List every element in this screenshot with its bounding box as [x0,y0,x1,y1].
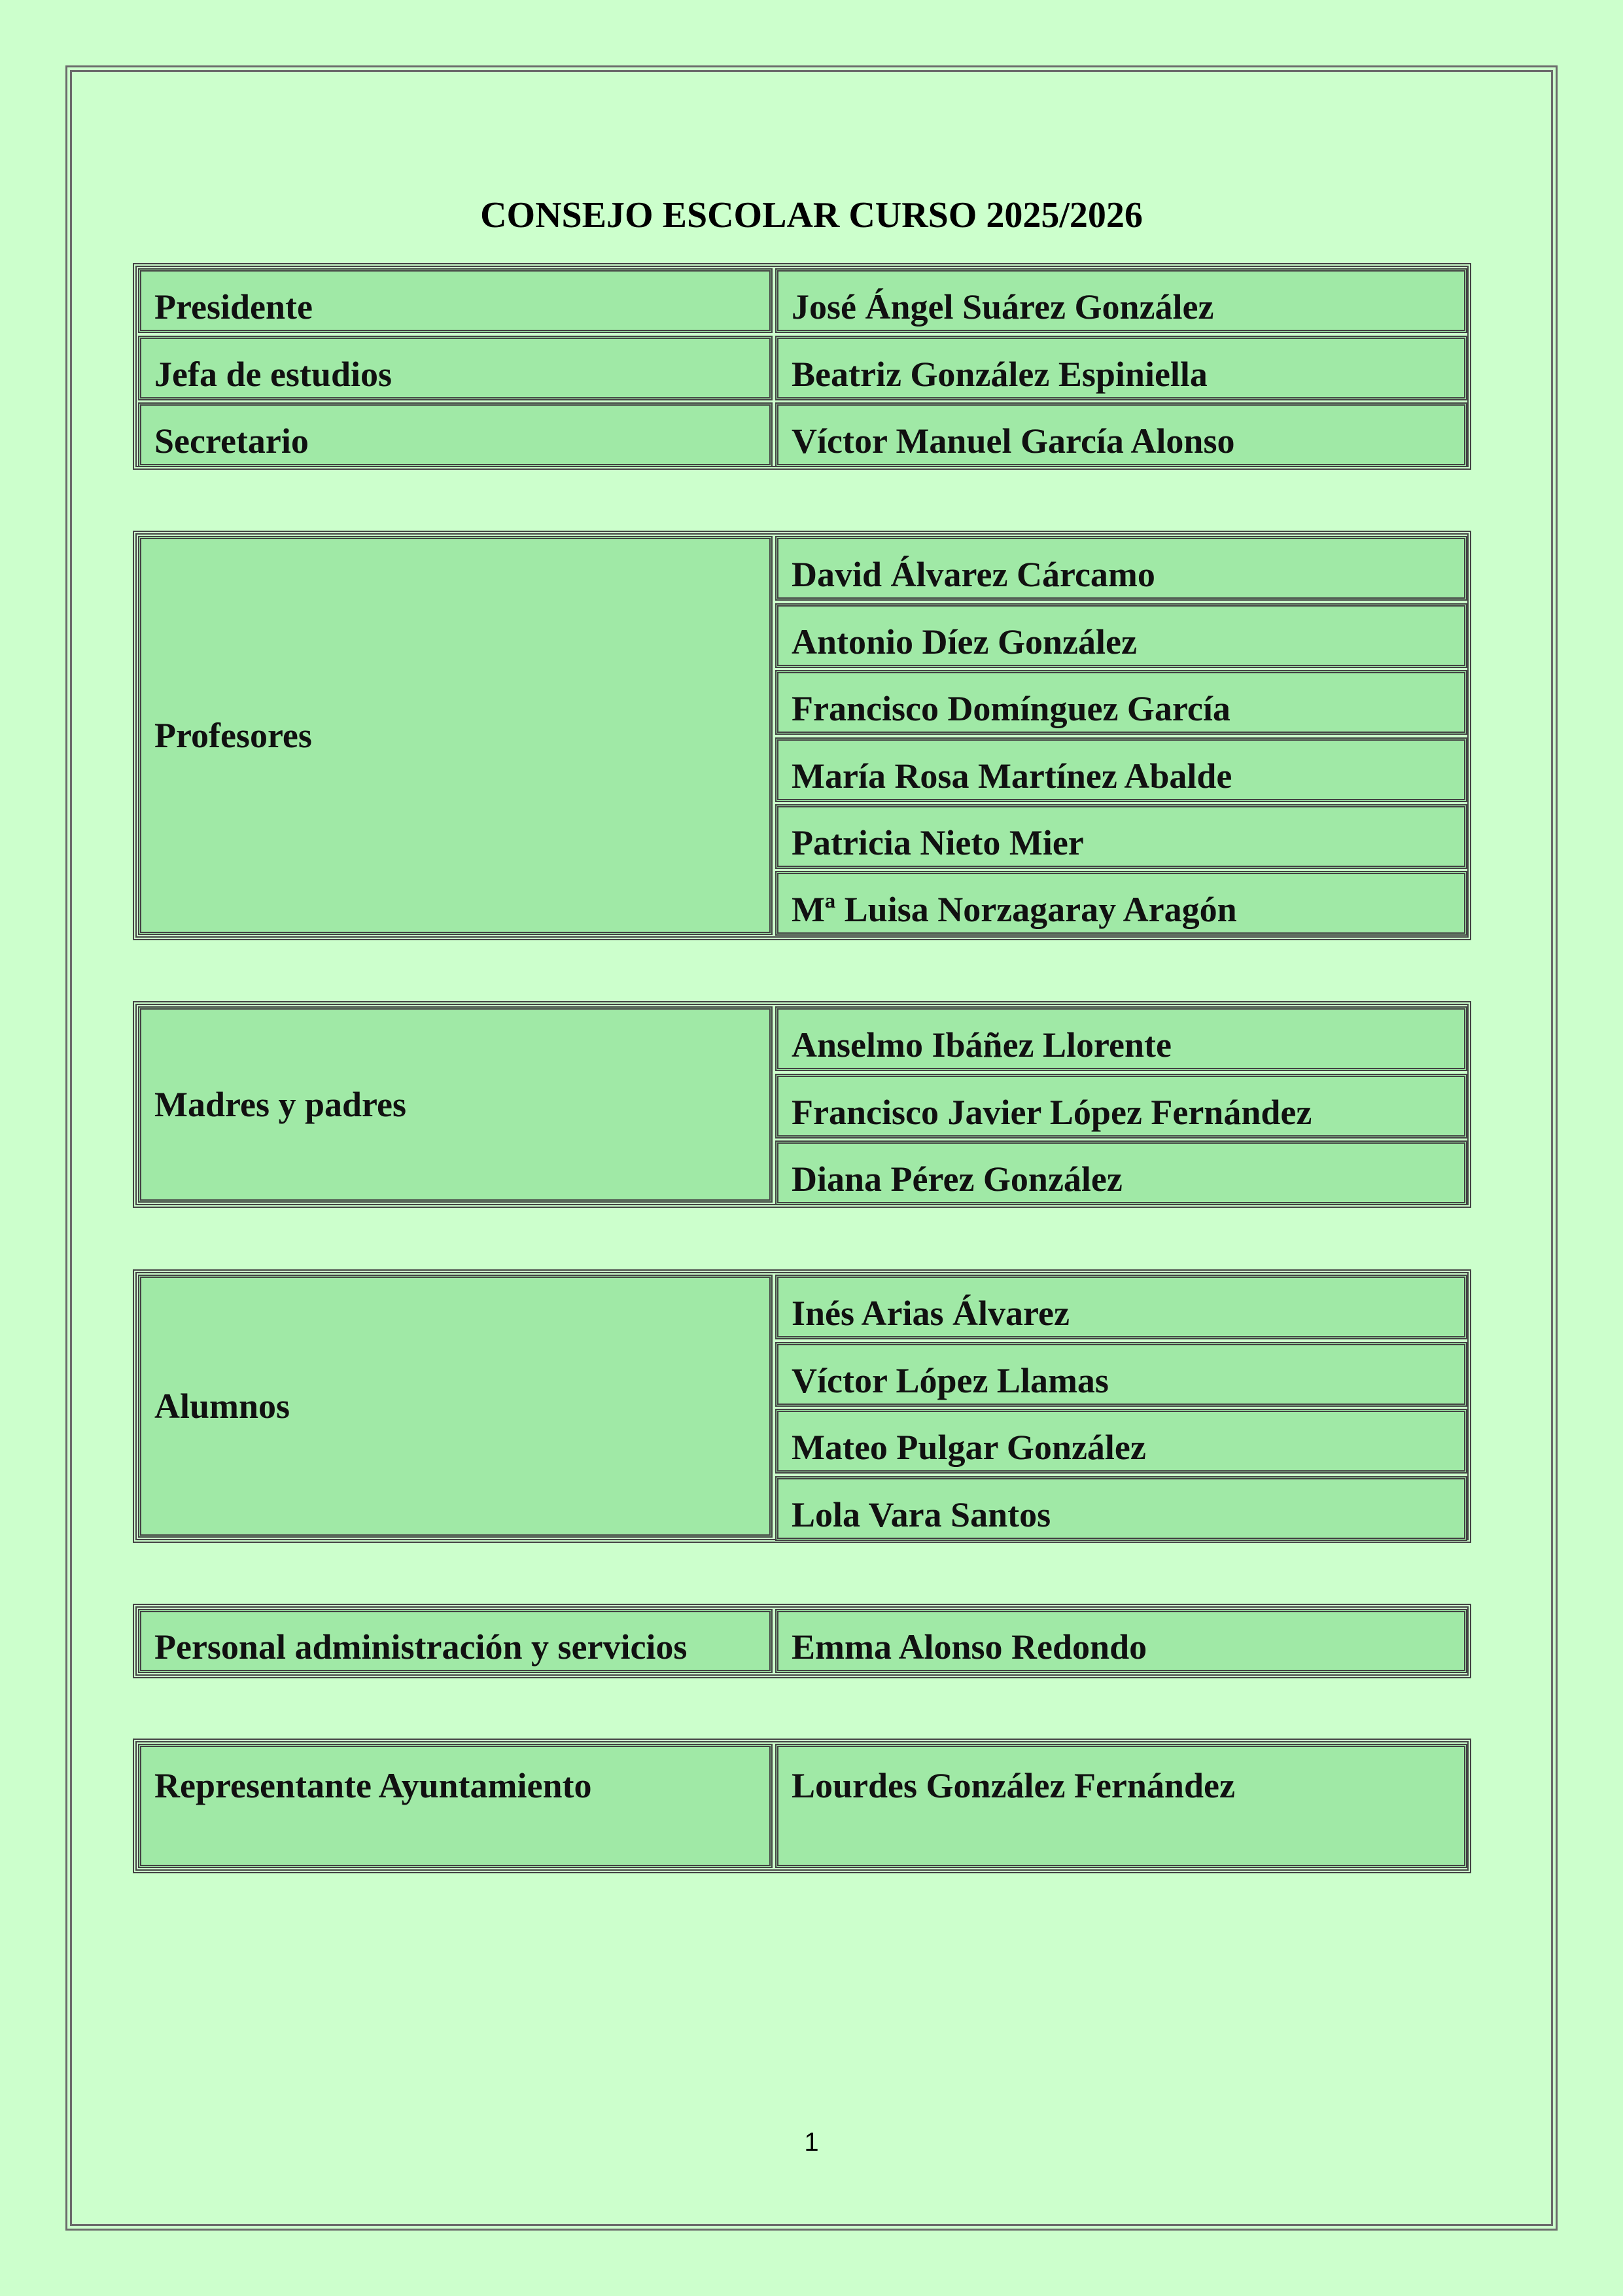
group-label-madres-padres: Madres y padres [138,1006,773,1203]
member-row: Víctor López Llamas [775,1342,1467,1407]
member-row: Lola Vara Santos [775,1476,1467,1541]
member-row: Lourdes González Fernández [775,1744,1467,1868]
madres-padres-table [133,1001,1471,1208]
officer-role-secretary: Secretario [138,402,773,467]
profesores-table [133,531,1471,940]
page-title: CONSEJO ESCOLAR CURSO 2025/2026 [480,195,1143,236]
group-label-alumnos: Alumnos [138,1275,773,1538]
officer-role-president: Presidente [138,268,773,333]
member-row: Diana Pérez González [775,1140,1467,1205]
group-label-ayuntamiento: Representante Ayuntamiento [138,1744,773,1868]
alumnos-table [133,1269,1471,1543]
group-label-pas: Personal administración y servicios [138,1609,773,1673]
officer-name-secretary: Víctor Manuel García Alonso [775,402,1467,467]
member-row: Patricia Nieto Mier [775,804,1467,869]
member-row: Emma Alonso Redondo [775,1609,1467,1673]
member-row: Inés Arias Álvarez [775,1275,1467,1339]
officer-name-head-of-studies: Beatriz González Espiniella [775,336,1467,400]
member-row: Anselmo Ibáñez Llorente [775,1006,1467,1071]
member-row: Mateo Pulgar González [775,1409,1467,1474]
officer-role-head-of-studies: Jefa de estudios [138,336,773,400]
member-row: Antonio Díez González [775,603,1467,668]
officers-table [133,263,1471,470]
member-row: Francisco Javier López Fernández [775,1074,1467,1139]
ayuntamiento-table [133,1739,1471,1873]
page-number: 1 [804,2128,819,2157]
member-row: María Rosa Martínez Abalde [775,737,1467,802]
officer-name-president: José Ángel Suárez González [775,268,1467,333]
member-row: Mª Luisa Norzagaray Aragón [775,871,1467,936]
group-label-profesores: Profesores [138,536,773,935]
member-row: David Álvarez Cárcamo [775,536,1467,601]
pas-table [133,1604,1471,1678]
member-row: Francisco Domínguez García [775,670,1467,735]
